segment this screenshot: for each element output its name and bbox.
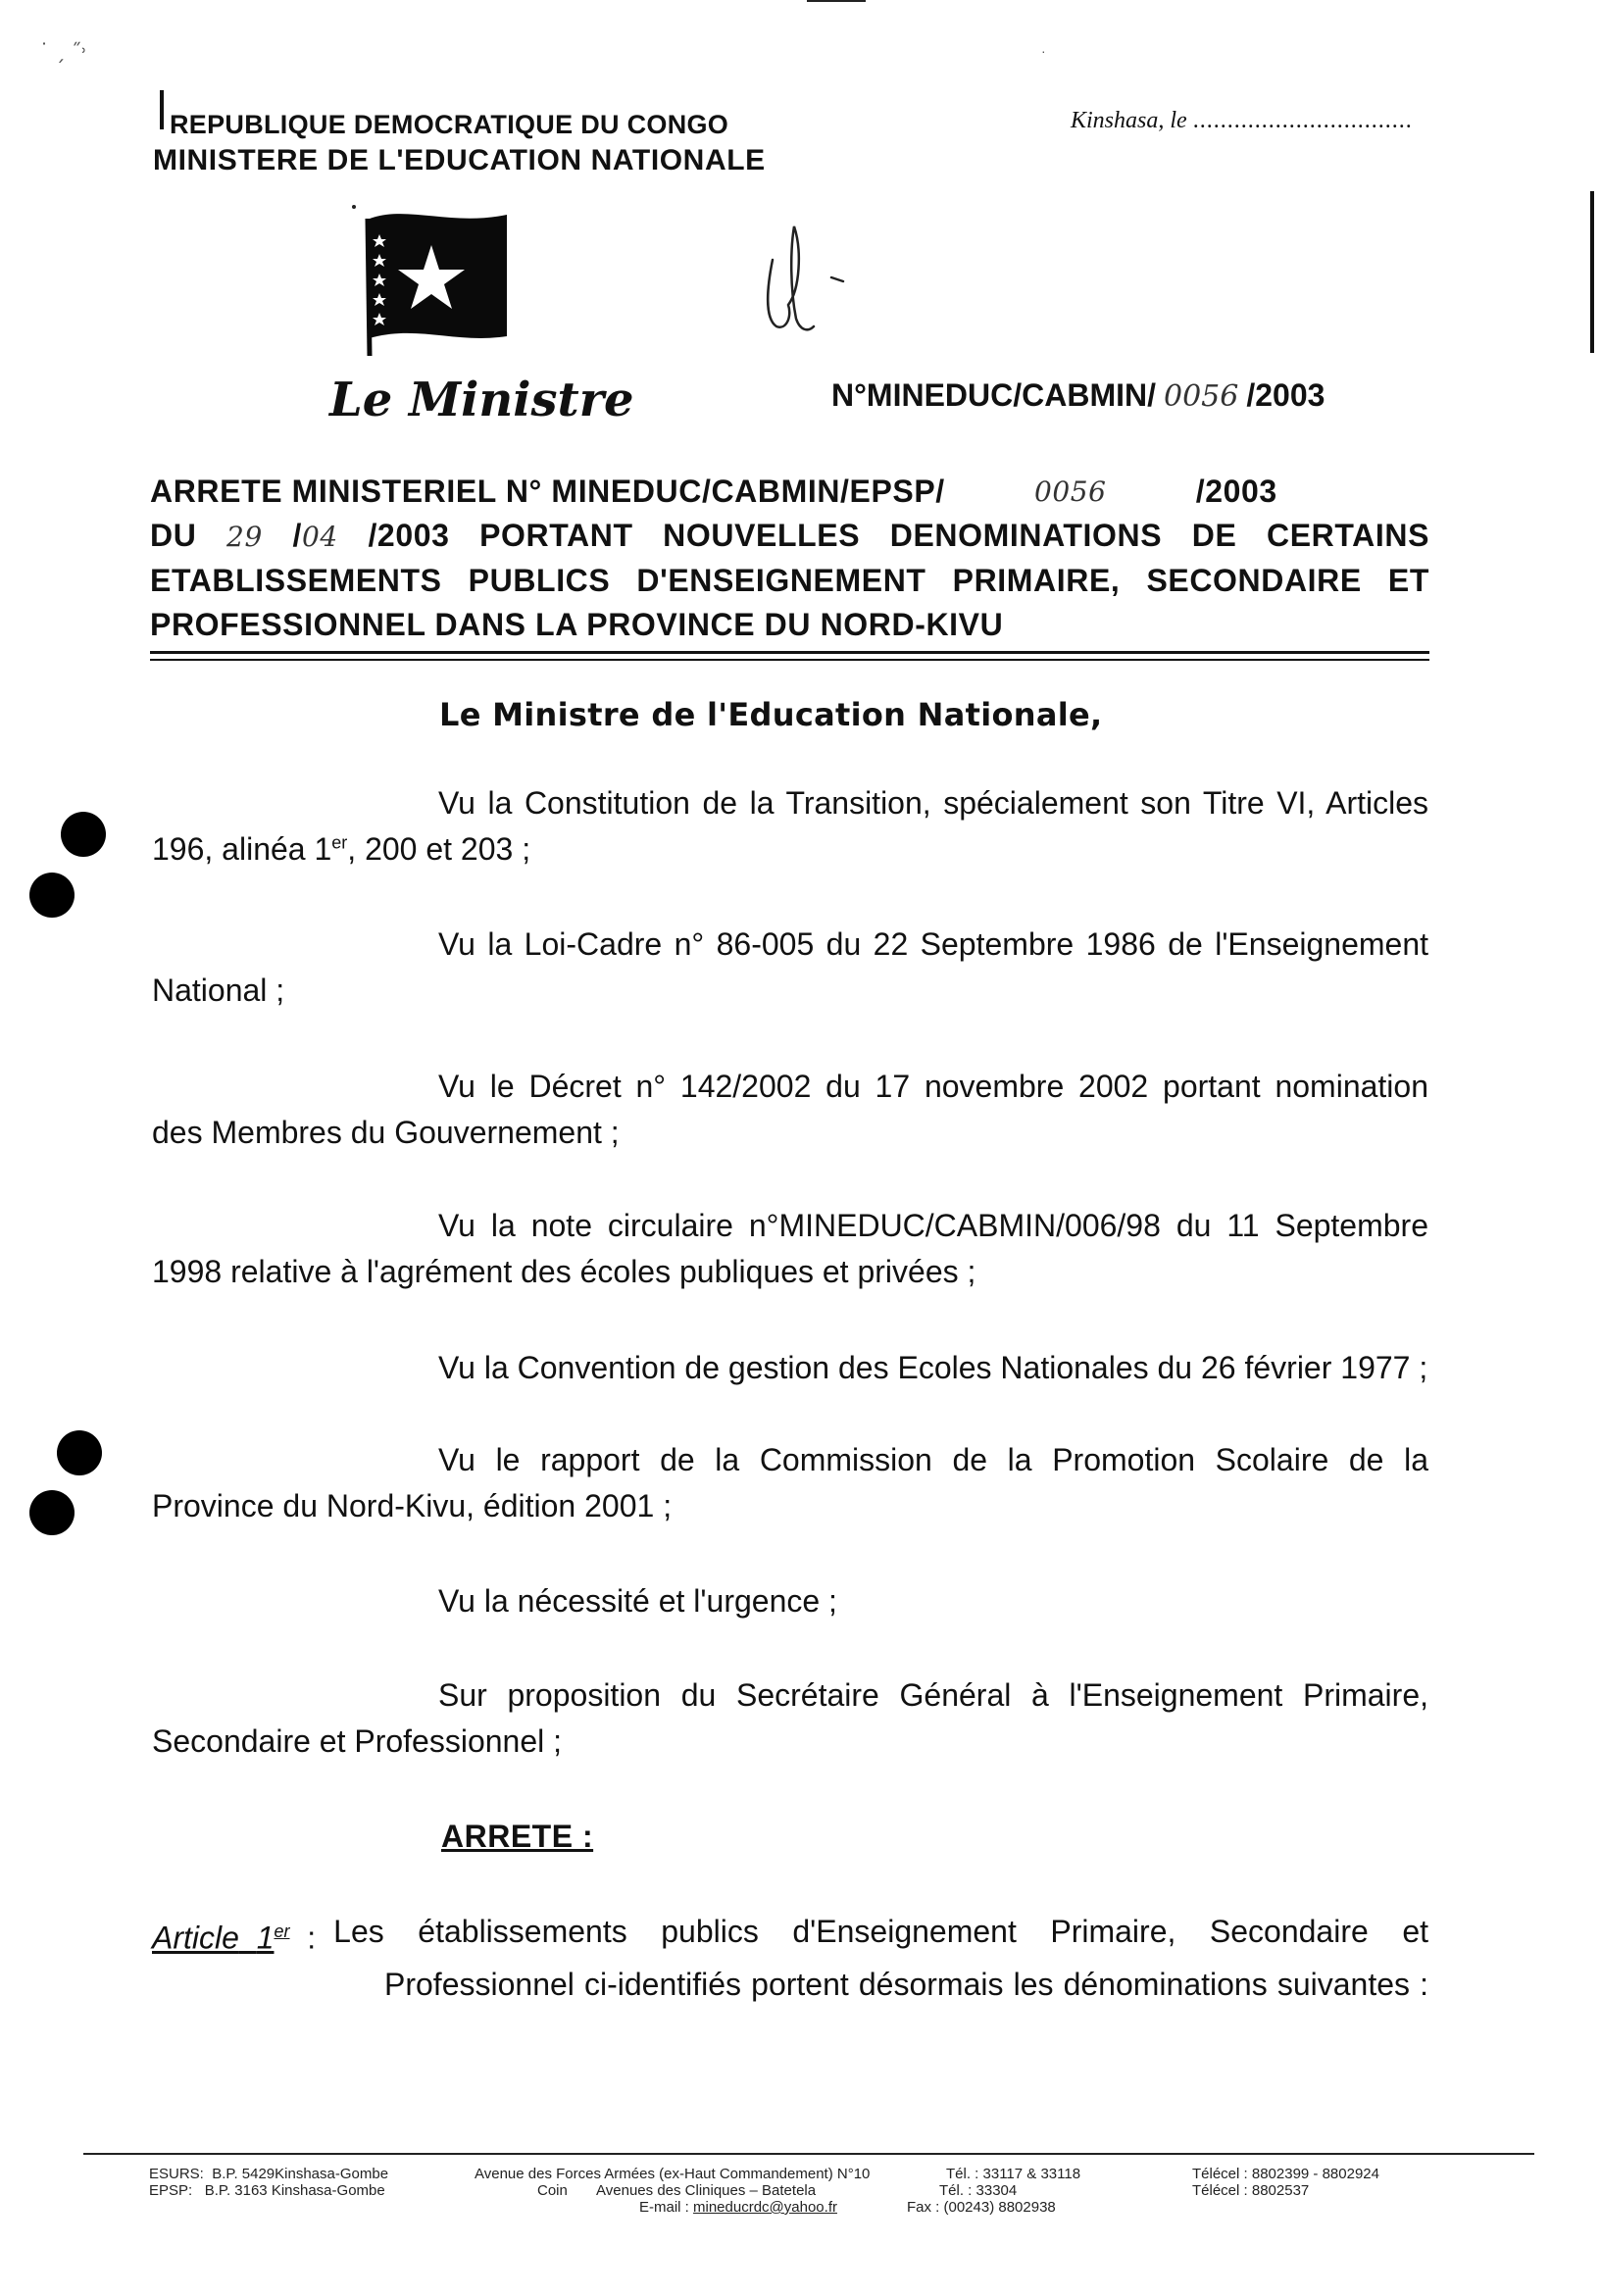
preamble-heading: Le Ministre de l'Education Nationale, <box>439 696 1103 733</box>
handwritten-initials-mark <box>745 221 853 338</box>
decree-title <box>150 470 1429 647</box>
footer-esurs <box>149 2166 388 2182</box>
sur-proposition-text: Sur proposition du Secrétaire Général à l'Enseignement Primaire, Secondaire et Professionnel ; <box>152 1677 1428 1759</box>
address-coin: Coin <box>537 2182 568 2199</box>
footer-email <box>639 2199 837 2216</box>
decree-number-handwritten: 0056 <box>1033 475 1107 508</box>
article-colon: : <box>307 1920 317 1956</box>
decree-day-handwritten: 29 <box>226 521 263 553</box>
reference-suffix: /2003 <box>1246 377 1325 413</box>
footer-tel2: Tél. : 33304 <box>939 2182 1018 2199</box>
vu-note-text: Vu la note circulaire n°MINEDUC/CABMIN/006/98 du 11 Septembre 1998 relative à l'agrément des écoles publiques et privées ; <box>152 1208 1428 1289</box>
sur-proposition <box>152 1672 1428 1765</box>
date-separator: / <box>292 518 302 553</box>
article-word: Article <box>152 1920 239 1956</box>
esurs-bp: B.P. 5429Kinshasa-Gombe <box>212 2166 389 2182</box>
address-avenues: Avenues des Cliniques – Batetela <box>596 2182 817 2199</box>
vu-decret-text: Vu le Décret n° 142/2002 du 17 novembre 2002 portant nomination des Membres du Gouvernement ; <box>152 1069 1428 1150</box>
ministry-name: MINISTERE DE L'EDUCATION NATIONALE <box>153 144 766 176</box>
vu-constitution <box>152 780 1428 873</box>
vu-constitution-sup: er <box>331 832 348 853</box>
epsp-label: EPSP: <box>149 2182 193 2199</box>
article-1-line1 <box>152 1909 1428 1962</box>
article-1-text-1: Les établissements publics d'Enseignement Primaire, Secondaire et <box>333 1914 1428 1949</box>
decree-title-line2 <box>150 514 1429 559</box>
place-date-dots: ................................ <box>1192 108 1413 133</box>
footer-telecel2: Télécel : 8802537 <box>1192 2182 1310 2199</box>
title-rule <box>150 651 1429 654</box>
vu-rapport-text: Vu le rapport de la Commission de la Promotion Scolaire de la Province du Nord-Kivu, édition 2001 ; <box>152 1442 1428 1523</box>
place-date <box>1071 108 1413 134</box>
punch-hole <box>61 812 106 857</box>
scan-edge-mark <box>807 0 866 2</box>
vu-decret <box>152 1064 1428 1156</box>
punch-hole <box>57 1430 102 1475</box>
reference-prefix: N°MINEDUC/CABMIN/ <box>831 377 1156 413</box>
signatory-title: Le Ministre <box>329 373 634 427</box>
vu-rapport <box>152 1437 1428 1529</box>
footer-telecel1: Télécel : 8802399 - 8802924 <box>1192 2166 1379 2182</box>
margin-tick <box>160 90 164 129</box>
reference-handwritten: 0056 <box>1164 379 1239 414</box>
article-1-line2: Professionnel ci-identifiés portent désormais les dénominations suivantes : <box>384 1966 1428 2002</box>
punch-hole <box>29 873 75 918</box>
decree-title-line3: ETABLISSEMENTS PUBLICS D'ENSEIGNEMENT PRIMAIRE, SECONDAIRE ET <box>150 563 1429 598</box>
punch-hole <box>29 1490 75 1535</box>
footer-tel1: Tél. : 33117 & 33118 <box>946 2166 1081 2182</box>
vu-convention-text: Vu la Convention de gestion des Ecoles Nationales du 26 février 1977 ; <box>438 1350 1428 1385</box>
footer-rule <box>83 2153 1534 2155</box>
scan-specks: ˙ ˏ ˝˒ <box>39 39 87 63</box>
reference-number <box>831 377 1325 414</box>
vu-necessite <box>152 1578 1428 1624</box>
footer-epsp <box>149 2182 385 2199</box>
scan-right-edge <box>1590 191 1594 353</box>
article-1-label <box>152 1909 316 1962</box>
epsp-bp: B.P. 3163 Kinshasa-Gombe <box>204 2182 385 2199</box>
decree-title-line4: PROFESSIONNEL DANS LA PROVINCE DU NORD-KIVU <box>150 607 1004 642</box>
decree-month-handwritten: 04 <box>301 521 338 553</box>
decree-title-prefix: ARRETE MINISTERIEL N° MINEDUC/CABMIN/EPSP/ <box>150 474 945 509</box>
decree-du: DU <box>150 518 197 553</box>
vu-constitution-end: , 200 et 203 ; <box>347 831 531 867</box>
article-number: 1 <box>256 1920 275 1956</box>
vu-loi-cadre <box>152 922 1428 1014</box>
vu-constitution-text: Vu la Constitution de la Transition, spécialement son Titre VI, Articles 196, alinéa 1 <box>152 785 1428 867</box>
republic-name: REPUBLIQUE DEMOCRATIQUE DU CONGO <box>170 110 729 139</box>
vu-loi-cadre-text: Vu la Loi-Cadre n° 86-005 du 22 Septembre 1986 de l'Enseignement National ; <box>152 926 1428 1008</box>
footer-address-line1: Avenue des Forces Armées (ex-Haut Commandement) N°10 <box>475 2166 871 2182</box>
decree-title-year: /2003 <box>1195 474 1277 509</box>
article-1 <box>152 1909 1428 2008</box>
esurs-label: ESURS: <box>149 2166 204 2182</box>
flag-emblem-icon <box>348 201 520 358</box>
title-rule-double <box>150 659 1429 661</box>
email-label: E-mail : <box>639 2199 689 2216</box>
vu-necessite-text: Vu la nécessité et l'urgence ; <box>438 1583 837 1619</box>
scan-speck: · <box>1041 43 1046 59</box>
decree-title-line1 <box>150 470 1429 514</box>
footer-fax: Fax : (00243) 8802938 <box>907 2199 1056 2216</box>
vu-convention <box>152 1345 1428 1391</box>
decree-title-rest: /2003 PORTANT NOUVELLES DENOMINATIONS DE CERTAINS <box>368 518 1430 553</box>
article-number-sup: er <box>274 1922 290 1941</box>
place-date-label: Kinshasa, le <box>1071 108 1187 133</box>
arrete-heading: ARRETE : <box>441 1819 594 1854</box>
email-link[interactable]: mineducrdc@yahoo.fr <box>693 2199 837 2216</box>
vu-note-circulaire <box>152 1203 1428 1295</box>
footer-address-line2 <box>537 2182 816 2199</box>
